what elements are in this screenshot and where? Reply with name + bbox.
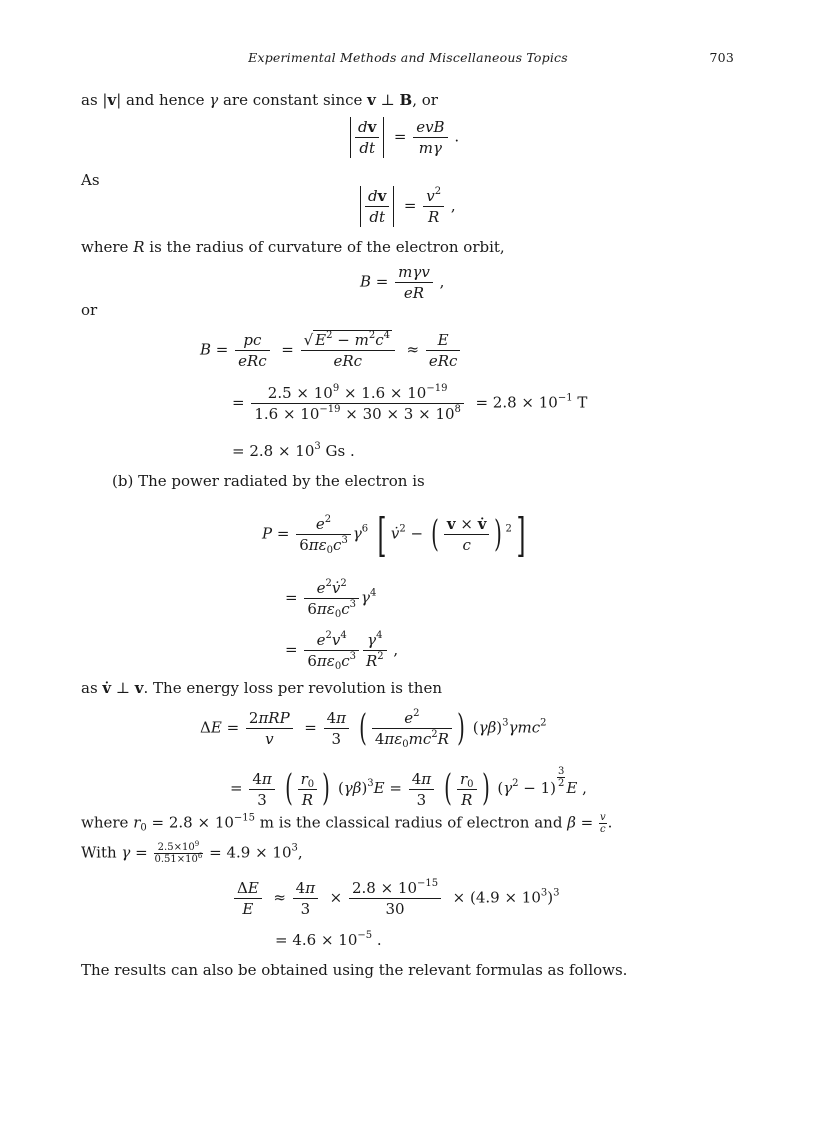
equation-delta-e-r0: = $\frac{4\pi}{3}$ ( $\frac{r_0}{R}$ ) $(\gamma\beta)^3E$ = $\frac{4\pi}{3}$ ( $\frac{r_0}{R}$ ) $(\gamma^2 - 1)$ $\frac{3}{2}$ E ,	[230, 766, 587, 809]
paragraph-part-b: (b) The power radiated by the electron is	[112, 472, 425, 490]
paragraph-with-gamma: With γ = $\frac{2.5\times 10^9}{0.51\times 10^6}$ = $4.9 \times 10^3$,	[81, 840, 303, 865]
equation-power-full: P = $\frac{e^2}{6\pi\varepsilon_0c^3}$ $\gamma^6$ [ v̇$^2$ − ( $\frac{v \times v̇}{c}$ ) $^2$]	[262, 507, 526, 562]
equation-delta-e: ΔE = $\frac{\text{2πRP}}{v}$ = $\frac{4\pi}{3}$ ( $\frac{e^2}{4\pi\varepsilon_0mc^2R}$ ) $(\gamma\beta)^3\gamma mc^2$	[200, 707, 547, 750]
equation-b-pc-erc: B = $\frac{pc}{\text{eRc}}$ = $\frac{√ E^2 - m^2c^4}{\text{eRc}}$ ≈ $\frac{E}{\text{eRc}}$	[200, 330, 462, 371]
paragraph-as-vdot: as v̇ ⊥ v. The energy loss per revolution is then	[81, 679, 442, 697]
as-word: As	[81, 171, 100, 189]
equation-b-numeric: = $\frac{2.5 \times 10^9 \times 1.6 \times 10^{-19}}{1.6 \times 10^{-19} \times 30 \times 3 \times 10^8}$ = $2.8 \times 10^{-1}$ T	[232, 383, 588, 423]
or-word: or	[81, 301, 98, 319]
equation-delta-e-over-e: $\frac{\Delta E}{E}$ ≈ $\frac{4\pi}{3}$ × $\frac{2.8 \times 10^{-15}}{30}$ × $(4.9 \times 10^3)^3$	[232, 878, 560, 919]
equation-power-radius: = $\frac{e^2v^4}{6\pi\varepsilon_0c^3}$ $\frac{\gamma^4}{R^2}$ ,	[285, 630, 399, 672]
equation-result: = $4.6 \times 10^{-5}$ .	[275, 930, 382, 949]
paragraph-line-1: as |v| and hence γ are constant since v ⊥ B, or	[81, 91, 438, 109]
equation-dv-dt-v2r: $\frac{dv}{dt}$ = $\frac{v^2}{R}$ ,	[360, 186, 456, 227]
page-number: 703	[709, 50, 734, 65]
paragraph-where-r: where R is the radius of curvature of the electron orbit,	[81, 238, 505, 256]
equation-dv-dt-evb: $\frac{dv}{dt}$ = $\frac{\text{evB}}{m\gamma}$ .	[350, 117, 459, 158]
running-header-title: Experimental Methods and Miscellaneous Topics	[248, 50, 568, 65]
equation-power-simplified: = $\frac{e^2v̇^2}{6\pi\varepsilon_0c^3}$ $\gamma^4$	[285, 578, 377, 620]
paragraph-conclusion: The results can also be obtained using the relevant formulas as follows.	[81, 961, 628, 979]
equation-b-mgv-er: B = $\frac{\text{mγv}}{eR}$ ,	[360, 263, 445, 302]
paragraph-where-r0: where $r_0 = 2.8 \times 10^{-15}$ m is the classical radius of electron and β = $\frac{v}{c}$ .	[81, 812, 613, 835]
equation-b-gauss: = $2.8 \times 10^3$ Gs .	[232, 441, 355, 460]
